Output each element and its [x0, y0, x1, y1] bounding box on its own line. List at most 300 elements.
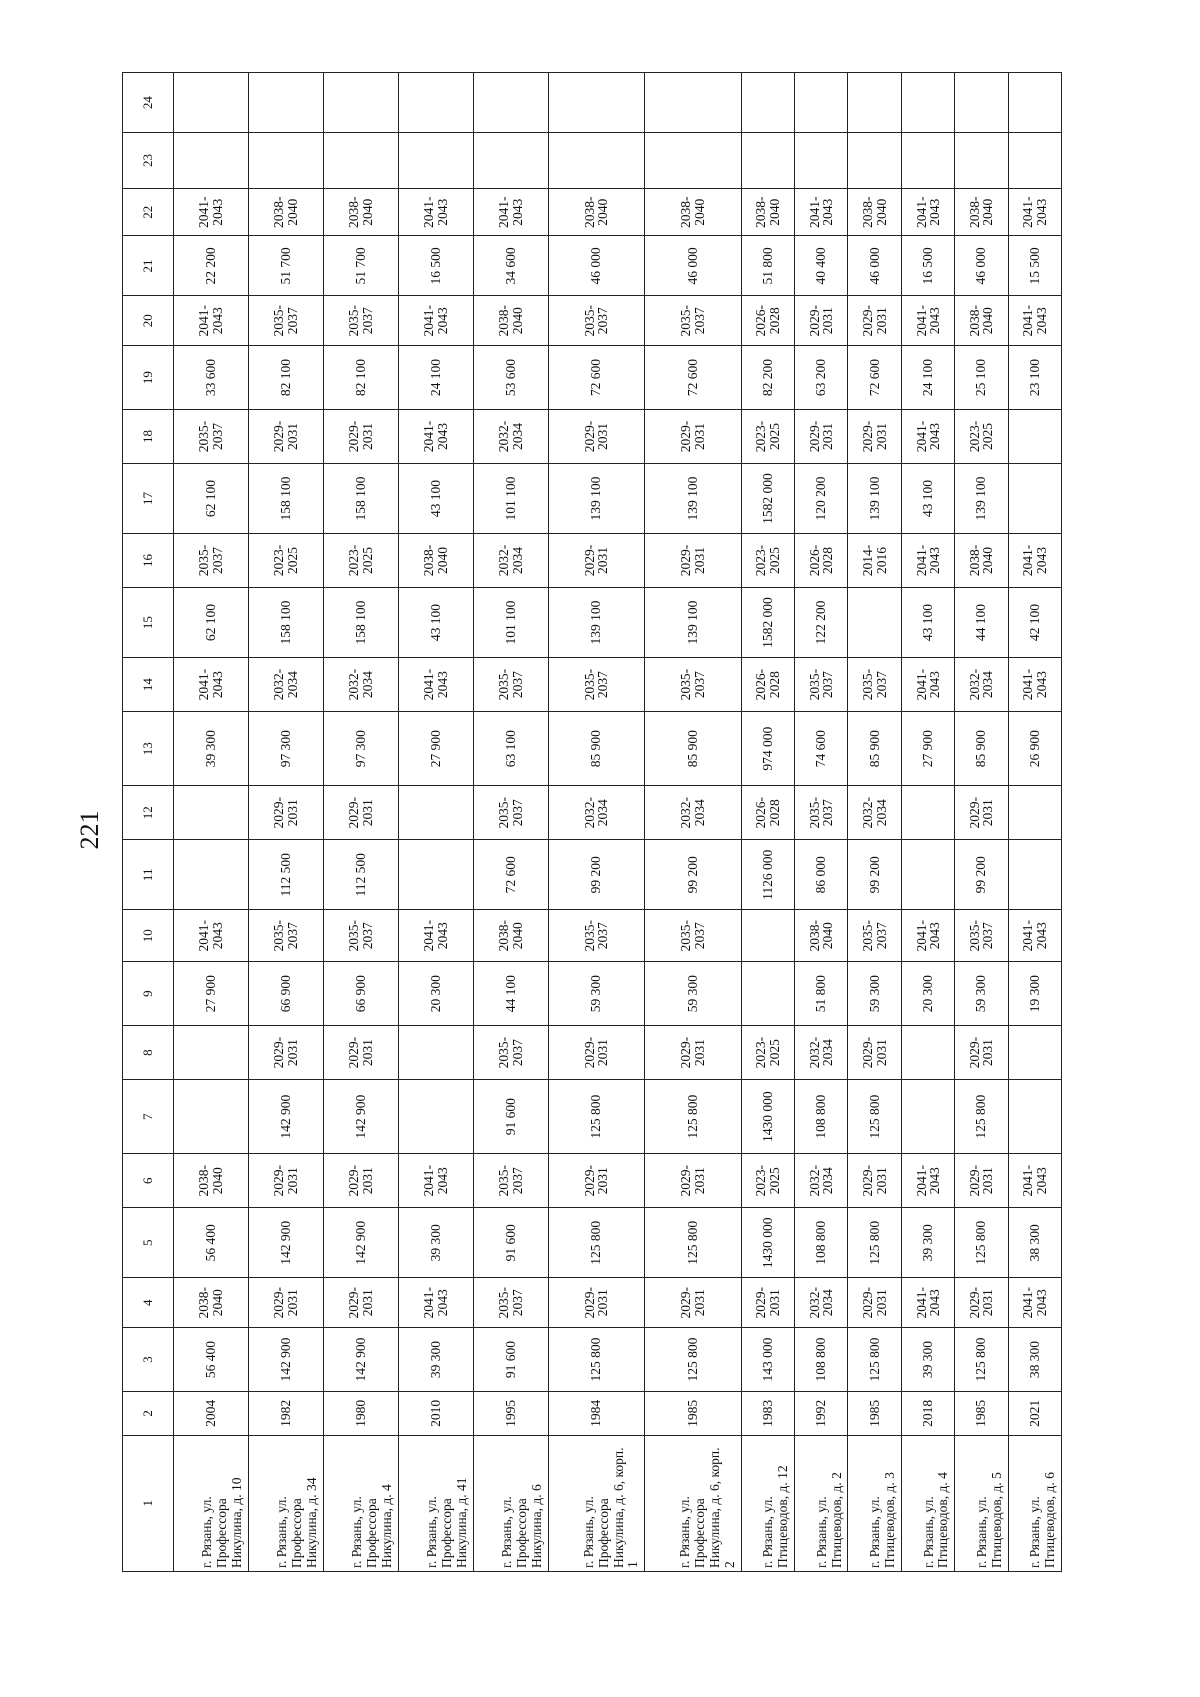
cost-cell: 39 300 [398, 1208, 473, 1278]
cost-cell: 142 900 [248, 1079, 323, 1153]
period-cell: 2041-2043 [795, 188, 848, 236]
year-cell: 1980 [323, 1392, 398, 1435]
period-cell: 2038-2040 [955, 534, 1008, 588]
year-cell: 1985 [848, 1392, 901, 1435]
cost-cell: 43 100 [398, 587, 473, 657]
header-row [123, 73, 174, 1572]
cost-cell: 125 800 [645, 1079, 742, 1153]
cost-cell: 38 300 [1008, 1208, 1061, 1278]
period-cell: 2038-2040 [398, 534, 473, 588]
cost-cell: 62 100 [174, 463, 249, 533]
period-cell: 2023-2025 [741, 1154, 794, 1208]
cost-cell: 39 300 [398, 1328, 473, 1392]
period-cell: 2041-2043 [398, 1278, 473, 1328]
column-header: 23 [123, 133, 174, 189]
column-header: 10 [123, 910, 174, 962]
period-cell: 2029-2031 [548, 1026, 645, 1080]
cost-cell: 91 600 [473, 1079, 548, 1153]
column-header: 21 [123, 236, 174, 296]
period-cell: 2041-2043 [1008, 910, 1061, 962]
cost-cell: 125 800 [548, 1079, 645, 1153]
year-cell: 1982 [248, 1392, 323, 1435]
year-cell: 2004 [174, 1392, 249, 1435]
period-cell: 2014-2016 [848, 534, 901, 588]
period-cell: 2035-2037 [645, 910, 742, 962]
cost-cell: 974 000 [741, 711, 794, 785]
table-row [548, 73, 645, 1572]
column-header: 4 [123, 1278, 174, 1328]
period-cell: 2029-2031 [848, 296, 901, 346]
period-cell: 2029-2031 [848, 1278, 901, 1328]
cost-cell [901, 1079, 954, 1153]
period-cell [955, 73, 1008, 133]
period-cell: 2038-2040 [323, 188, 398, 236]
period-cell: 2032-2034 [548, 786, 645, 840]
period-cell: 2023-2025 [248, 534, 323, 588]
period-cell: 2035-2037 [795, 658, 848, 712]
address-cell: г. Рязань, ул. Птицеводов, д. 4 [901, 1435, 954, 1571]
column-header: 3 [123, 1328, 174, 1392]
cost-cell: 24 100 [901, 346, 954, 410]
period-cell [1008, 1026, 1061, 1080]
cost-cell: 97 300 [323, 711, 398, 785]
period-cell: 2041-2043 [1008, 534, 1061, 588]
period-cell: 2038-2040 [473, 910, 548, 962]
cost-cell: 125 800 [955, 1328, 1008, 1392]
column-header: 5 [123, 1208, 174, 1278]
cost-cell: 34 600 [473, 236, 548, 296]
cost-cell: 51 800 [795, 962, 848, 1026]
cost-cell: 46 000 [645, 236, 742, 296]
column-header: 22 [123, 188, 174, 236]
cost-cell: 101 100 [473, 463, 548, 533]
cost-cell [398, 133, 473, 189]
period-cell: 2038-2040 [548, 188, 645, 236]
cost-cell: 142 900 [248, 1328, 323, 1392]
cost-cell: 63 100 [473, 711, 548, 785]
cost-cell: 26 900 [1008, 711, 1061, 785]
address-cell: г. Рязань, ул. Профессора Никулина, д. 34 [248, 1435, 323, 1571]
period-cell: 2038-2040 [645, 188, 742, 236]
period-cell [848, 73, 901, 133]
cost-cell [1008, 133, 1061, 189]
cost-cell: 62 100 [174, 587, 249, 657]
cost-cell: 125 800 [848, 1079, 901, 1153]
period-cell: 2035-2037 [248, 296, 323, 346]
cost-cell: 33 600 [174, 346, 249, 410]
cost-cell: 27 900 [901, 711, 954, 785]
period-cell: 2041-2043 [1008, 658, 1061, 712]
cost-cell: 46 000 [548, 236, 645, 296]
period-cell: 2035-2037 [548, 296, 645, 346]
table-row [1008, 73, 1061, 1572]
cost-cell [174, 840, 249, 910]
cost-cell: 59 300 [955, 962, 1008, 1026]
column-header: 16 [123, 534, 174, 588]
period-cell: 2041-2043 [901, 658, 954, 712]
period-cell [1008, 73, 1061, 133]
period-cell [548, 73, 645, 133]
period-cell: 2029-2031 [955, 1154, 1008, 1208]
address-cell: г. Рязань, ул. Профессора Никулина, д. 4 [323, 1435, 398, 1571]
cost-cell: 15 500 [1008, 236, 1061, 296]
cost-cell: 40 400 [795, 236, 848, 296]
period-cell [1008, 410, 1061, 464]
cost-cell: 158 100 [248, 463, 323, 533]
address-cell: г. Рязань, ул. Птицеводов, д. 5 [955, 1435, 1008, 1571]
period-cell: 2035-2037 [548, 910, 645, 962]
period-cell: 2029-2031 [795, 410, 848, 464]
table-body [174, 73, 1062, 1572]
period-cell: 2041-2043 [174, 296, 249, 346]
period-cell: 2041-2043 [398, 910, 473, 962]
cost-cell: 72 600 [645, 346, 742, 410]
period-cell: 2041-2043 [398, 658, 473, 712]
cost-cell: 82 200 [741, 346, 794, 410]
cost-cell [174, 133, 249, 189]
year-cell: 1983 [741, 1392, 794, 1435]
cost-cell: 1430 000 [741, 1079, 794, 1153]
cost-cell: 51 700 [248, 236, 323, 296]
period-cell [901, 1026, 954, 1080]
cost-cell: 108 800 [795, 1208, 848, 1278]
cost-cell: 24 100 [398, 346, 473, 410]
cost-cell: 143 000 [741, 1328, 794, 1392]
cost-cell: 44 100 [955, 587, 1008, 657]
cost-cell: 99 200 [645, 840, 742, 910]
cost-cell: 22 200 [174, 236, 249, 296]
period-cell [473, 73, 548, 133]
period-cell: 2035-2037 [795, 786, 848, 840]
column-header: 8 [123, 1026, 174, 1080]
cost-cell: 27 900 [398, 711, 473, 785]
cost-cell: 85 900 [955, 711, 1008, 785]
cost-cell: 59 300 [645, 962, 742, 1026]
period-cell: 2029-2031 [323, 1278, 398, 1328]
period-cell: 2026-2028 [741, 786, 794, 840]
period-cell: 2023-2025 [955, 410, 1008, 464]
period-cell: 2032-2034 [848, 786, 901, 840]
cost-cell: 56 400 [174, 1328, 249, 1392]
period-cell: 2035-2037 [848, 658, 901, 712]
cost-cell: 39 300 [901, 1328, 954, 1392]
address-cell: г. Рязань, ул. Профессора Никулина, д. 41 [398, 1435, 473, 1571]
period-cell: 2032-2034 [248, 658, 323, 712]
period-cell: 2035-2037 [174, 534, 249, 588]
cost-cell [741, 962, 794, 1026]
cost-cell: 125 800 [955, 1208, 1008, 1278]
period-cell: 2041-2043 [901, 1278, 954, 1328]
cost-cell: 43 100 [901, 587, 954, 657]
cost-cell: 1582 000 [741, 463, 794, 533]
column-header: 15 [123, 587, 174, 657]
cost-cell: 82 100 [248, 346, 323, 410]
cost-cell [795, 133, 848, 189]
period-cell [645, 73, 742, 133]
period-cell: 2026-2028 [741, 296, 794, 346]
cost-cell: 19 300 [1008, 962, 1061, 1026]
cost-cell [1008, 840, 1061, 910]
period-cell: 2032-2034 [473, 534, 548, 588]
cost-cell [174, 1079, 249, 1153]
cost-cell: 46 000 [955, 236, 1008, 296]
cost-cell: 66 900 [323, 962, 398, 1026]
cost-cell: 85 900 [645, 711, 742, 785]
cost-cell: 139 100 [955, 463, 1008, 533]
period-cell [398, 786, 473, 840]
period-cell: 2026-2028 [795, 534, 848, 588]
cost-cell: 125 800 [955, 1079, 1008, 1153]
page-number: 221 [75, 810, 104, 850]
period-cell: 2041-2043 [901, 534, 954, 588]
period-cell: 2035-2037 [323, 296, 398, 346]
cost-cell: 44 100 [473, 962, 548, 1026]
data-table [122, 72, 1062, 1572]
cost-cell: 63 200 [795, 346, 848, 410]
year-cell: 1985 [955, 1392, 1008, 1435]
cost-cell: 112 500 [248, 840, 323, 910]
cost-cell: 51 800 [741, 236, 794, 296]
cost-cell: 122 200 [795, 587, 848, 657]
period-cell: 2029-2031 [795, 296, 848, 346]
year-cell: 2018 [901, 1392, 954, 1435]
period-cell: 2038-2040 [174, 1154, 249, 1208]
period-cell: 2035-2037 [323, 910, 398, 962]
period-cell: 2041-2043 [901, 296, 954, 346]
period-cell: 2041-2043 [901, 188, 954, 236]
cost-cell [548, 133, 645, 189]
cost-cell: 91 600 [473, 1208, 548, 1278]
period-cell: 2029-2031 [848, 1026, 901, 1080]
period-cell [398, 1026, 473, 1080]
cost-cell: 125 800 [645, 1328, 742, 1392]
year-cell: 2021 [1008, 1392, 1061, 1435]
address-cell: г. Рязань, ул. Птицеводов, д. 12 [741, 1435, 794, 1571]
period-cell: 2041-2043 [473, 188, 548, 236]
period-cell: 2029-2031 [248, 410, 323, 464]
period-cell: 2029-2031 [848, 410, 901, 464]
cost-cell: 91 600 [473, 1328, 548, 1392]
period-cell: 2038-2040 [741, 188, 794, 236]
cost-cell: 158 100 [323, 463, 398, 533]
cost-cell: 139 100 [645, 587, 742, 657]
table-row [398, 73, 473, 1572]
period-cell [174, 1026, 249, 1080]
table-row [741, 73, 794, 1572]
cost-cell: 23 100 [1008, 346, 1061, 410]
year-cell: 2010 [398, 1392, 473, 1435]
period-cell: 2041-2043 [1008, 296, 1061, 346]
cost-cell: 139 100 [548, 587, 645, 657]
period-cell: 2032-2034 [795, 1278, 848, 1328]
cost-cell: 43 100 [901, 463, 954, 533]
period-cell: 2038-2040 [955, 188, 1008, 236]
column-header: 12 [123, 786, 174, 840]
cost-cell: 99 200 [955, 840, 1008, 910]
cost-cell [473, 133, 548, 189]
period-cell [174, 73, 249, 133]
table-row [174, 73, 249, 1572]
period-cell: 2029-2031 [955, 1278, 1008, 1328]
cost-cell: 99 200 [548, 840, 645, 910]
cost-cell [645, 133, 742, 189]
address-cell: г. Рязань, ул. Профессора Никулина, д. 6 [473, 1435, 548, 1571]
column-header: 13 [123, 711, 174, 785]
period-cell [901, 73, 954, 133]
cost-cell: 51 700 [323, 236, 398, 296]
period-cell: 2041-2043 [1008, 1154, 1061, 1208]
cost-cell: 125 800 [848, 1328, 901, 1392]
table-row [848, 73, 901, 1572]
period-cell: 2035-2037 [473, 1278, 548, 1328]
cost-cell: 38 300 [1008, 1328, 1061, 1392]
period-cell: 2029-2031 [248, 1026, 323, 1080]
cost-cell: 1126 000 [741, 840, 794, 910]
column-header: 11 [123, 840, 174, 910]
period-cell: 2035-2037 [848, 910, 901, 962]
cost-cell: 72 600 [473, 840, 548, 910]
cost-cell: 72 600 [848, 346, 901, 410]
cost-cell: 125 800 [548, 1328, 645, 1392]
year-cell: 1995 [473, 1392, 548, 1435]
cost-cell [398, 840, 473, 910]
period-cell: 2029-2031 [741, 1278, 794, 1328]
period-cell: 2041-2043 [901, 1154, 954, 1208]
period-cell: 2032-2034 [795, 1154, 848, 1208]
year-cell: 1992 [795, 1392, 848, 1435]
cost-cell: 72 600 [548, 346, 645, 410]
cost-cell: 85 900 [548, 711, 645, 785]
cost-cell: 39 300 [901, 1208, 954, 1278]
period-cell: 2032-2034 [795, 1026, 848, 1080]
table-row [795, 73, 848, 1572]
column-header: 18 [123, 410, 174, 464]
period-cell: 2035-2037 [473, 658, 548, 712]
column-header: 2 [123, 1392, 174, 1435]
address-cell: г. Рязань, ул. Профессора Никулина, д. 10 [174, 1435, 249, 1571]
cost-cell: 59 300 [548, 962, 645, 1026]
cost-cell: 39 300 [174, 711, 249, 785]
period-cell: 2029-2031 [645, 1278, 742, 1328]
period-cell: 2029-2031 [323, 786, 398, 840]
address-cell: г. Рязань, ул. Птицеводов, д. 2 [795, 1435, 848, 1571]
period-cell: 2029-2031 [645, 1154, 742, 1208]
period-cell: 2029-2031 [248, 1278, 323, 1328]
period-cell: 2038-2040 [248, 188, 323, 236]
cost-cell: 142 900 [323, 1328, 398, 1392]
address-cell: г. Рязань, ул. Профессора Никулина, д. 6, корп. 2 [645, 1435, 742, 1571]
cost-cell: 43 100 [398, 463, 473, 533]
cost-cell: 20 300 [901, 962, 954, 1026]
period-cell [1008, 786, 1061, 840]
period-cell: 2041-2043 [174, 910, 249, 962]
column-header: 14 [123, 658, 174, 712]
table-row [248, 73, 323, 1572]
period-cell: 2029-2031 [848, 1154, 901, 1208]
period-cell: 2029-2031 [548, 534, 645, 588]
period-cell: 2038-2040 [848, 188, 901, 236]
cost-cell: 125 800 [548, 1208, 645, 1278]
table-row [323, 73, 398, 1572]
cost-cell [1008, 1079, 1061, 1153]
period-cell: 2041-2043 [398, 410, 473, 464]
cost-cell: 42 100 [1008, 587, 1061, 657]
cost-cell: 112 500 [323, 840, 398, 910]
table-row [955, 73, 1008, 1572]
period-cell: 2041-2043 [174, 188, 249, 236]
period-cell: 2029-2031 [645, 1026, 742, 1080]
cost-cell [741, 133, 794, 189]
period-cell: 2029-2031 [323, 1154, 398, 1208]
period-cell: 2023-2025 [323, 534, 398, 588]
period-cell: 2029-2031 [955, 786, 1008, 840]
period-cell: 2023-2025 [741, 410, 794, 464]
cost-cell [248, 133, 323, 189]
period-cell: 2035-2037 [645, 658, 742, 712]
cost-cell: 82 100 [323, 346, 398, 410]
column-header: 6 [123, 1154, 174, 1208]
cost-cell: 56 400 [174, 1208, 249, 1278]
period-cell: 2038-2040 [473, 296, 548, 346]
period-cell: 2038-2040 [955, 296, 1008, 346]
cost-cell: 139 100 [645, 463, 742, 533]
cost-cell: 86 000 [795, 840, 848, 910]
table-row [473, 73, 548, 1572]
cost-cell: 97 300 [248, 711, 323, 785]
period-cell: 2035-2037 [548, 658, 645, 712]
cost-cell [1008, 463, 1061, 533]
cost-cell: 20 300 [398, 962, 473, 1026]
period-cell [741, 910, 794, 962]
cost-cell [901, 840, 954, 910]
period-cell: 2029-2031 [548, 410, 645, 464]
period-cell [323, 73, 398, 133]
cost-cell: 1430 000 [741, 1208, 794, 1278]
cost-cell: 101 100 [473, 587, 548, 657]
period-cell: 2041-2043 [1008, 188, 1061, 236]
column-header: 24 [123, 73, 174, 133]
cost-cell: 53 600 [473, 346, 548, 410]
cost-cell: 158 100 [323, 587, 398, 657]
period-cell: 2029-2031 [548, 1154, 645, 1208]
cost-cell: 125 800 [645, 1208, 742, 1278]
column-header: 20 [123, 296, 174, 346]
cost-cell: 16 500 [901, 236, 954, 296]
period-cell: 2041-2043 [901, 910, 954, 962]
period-cell: 2035-2037 [248, 910, 323, 962]
column-header: 17 [123, 463, 174, 533]
cost-cell: 142 900 [323, 1208, 398, 1278]
period-cell: 2029-2031 [955, 1026, 1008, 1080]
period-cell: 2029-2031 [248, 1154, 323, 1208]
address-cell: г. Рязань, ул. Птицеводов, д. 3 [848, 1435, 901, 1571]
period-cell: 2032-2034 [645, 786, 742, 840]
period-cell: 2041-2043 [1008, 1278, 1061, 1328]
cost-cell: 99 200 [848, 840, 901, 910]
year-cell: 1984 [548, 1392, 645, 1435]
cost-cell: 139 100 [848, 463, 901, 533]
period-cell: 2032-2034 [955, 658, 1008, 712]
period-cell: 2035-2037 [645, 296, 742, 346]
cost-cell: 27 900 [174, 962, 249, 1026]
period-cell [901, 786, 954, 840]
period-cell: 2029-2031 [248, 786, 323, 840]
cost-cell: 74 600 [795, 711, 848, 785]
period-cell: 2041-2043 [398, 1154, 473, 1208]
cost-cell: 158 100 [248, 587, 323, 657]
column-header: 9 [123, 962, 174, 1026]
table-row [901, 73, 954, 1572]
